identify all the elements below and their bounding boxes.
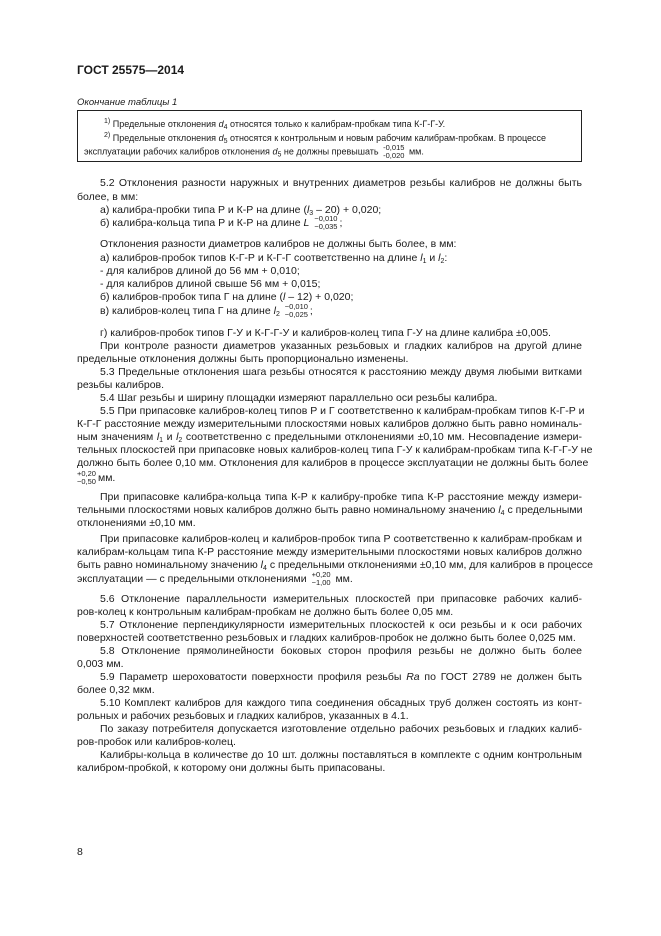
p55-m3: отклонениями ±0,10 мм.	[77, 517, 196, 529]
p55-line6: +0,20 −0,50 мм.	[77, 469, 116, 486]
p56-line1: 5.6 Отклонение параллельности измерительных плоскостей при припасовке рабочих калиб-	[100, 593, 582, 605]
p55-n2: калибрам-кольцам типа К-Р расстояние между измерительными плоскостями новых калибров должно	[77, 546, 582, 558]
tolerance-fraction: +0,20 −1,00	[311, 570, 331, 587]
p52-r2: предельные отклонения должны быть пропорционально изменены.	[77, 353, 409, 365]
p55-line1: 5.5 При припасовке калибров-колец типов Р и Г соответственно к калибрам-пробкам типов К-Г-Р и	[100, 405, 585, 417]
footnote-1: $^{1)}$ Предельные отклонения $d_4$ относятся только к калибрам-пробкам типа К-Г-Г-У.	[104, 118, 446, 131]
p52-q7: г) калибров-пробок типов Г-У и К-Г-Г-У и калибров-колец типа Г-У на длине калибра ±0,005.	[100, 327, 551, 339]
p510-line2: рольных и рабочих резьбовых и гладких калибров, указанных в 4.1.	[77, 710, 409, 722]
p510-line3: По заказу потребителя допускается изготовление отдельно рабочих резьбовых и гладких калиб-	[100, 723, 582, 735]
p55-n4: эксплуатации — с предельными отклонениями +0,20 −1,00 мм.	[77, 570, 353, 587]
tolerance-fraction: +0,20 −0,50	[77, 469, 96, 486]
p58-line2: 0,003 мм.	[77, 658, 124, 670]
p52-q2: а) калибров-пробок типов К-Г-Р и К-Г-Г соответственно на длине $l_1$ и $l_2$:	[100, 252, 448, 265]
p55-line3: ным значениям $l_1$ и $l_2$ соответственно с предельными отклонениями ±0,10 мм. Несовпадение измери-	[77, 431, 582, 444]
p510-line5: Калибры-кольца в количестве до 10 шт. должны поставляться в комплекте с одним контрольным	[100, 749, 582, 761]
p52-q4: - для калибров длиной свыше 56 мм + 0,015;	[100, 278, 321, 290]
p510-line4: ров-пробок или калибров-колец.	[77, 736, 236, 748]
p52-line2: более, в мм:	[77, 191, 139, 203]
p52-q5: б) калибров-пробок типа Г на длине (l – 12) + 0,020;	[100, 291, 354, 303]
p55-n3: быть равно номинальному значению $l_4$ с предельными отклонениями ±0,10 мм, для калибров в процессе	[77, 559, 593, 572]
p55-m2: тельными плоскостями новых калибров должно быть равно номинальному значению $l_4$ с предельными	[77, 504, 583, 517]
footnote-2-continuation: эксплуатации рабочих калибров отклонения $d_5$ не должны превышать -0,015 -0,020 мм.	[84, 143, 424, 160]
p59-line1: 5.9 Параметр шероховатости поверхности профиля резьбы Ra по ГОСТ 2789 не должен быть	[100, 671, 582, 683]
p510-line1: 5.10 Комплект калибров для каждого типа соединения обсадных труб должен состоять из конт-	[100, 697, 582, 709]
document-title: ГОСТ 25575—2014	[77, 63, 185, 77]
page-number: 8	[77, 846, 83, 858]
p54-line1: 5.4 Шаг резьбы и ширину площадки измеряют параллельно оси резьбы калибра.	[100, 392, 498, 404]
p55-line4: тельных плоскостей при припасовке новых калибров-колец типа Г-У к калибрам-пробкам типа К-Г-Г-У не	[77, 444, 593, 456]
p57-line2: поверхностей соответственно резьбовых и гладких калибров-пробок не должно быть более 0,025 мм.	[77, 632, 576, 644]
p52-item-b: б) калибра-кольца типа Р и К-Р на длине L −0,010 −0,035 ;	[100, 214, 343, 231]
tolerance-fraction: −0,010 −0,025	[284, 302, 308, 319]
p56-line2: ров-колец к контрольным калибрам-пробкам не должно быть более 0,05 мм.	[77, 606, 454, 618]
footnote-2: $^{2)}$ Предельные отклонения $d_5$ относятся к контрольным и новым рабочим калибрам-пробкам. В процессе	[104, 132, 547, 145]
p52-q6: в) калибров-колец типа Г на длине $l_2$ −0,010 −0,025 ;	[100, 302, 313, 319]
p55-m1: При припасовке калибра-кольца типа К-Р к калибру-пробке типа К-Р расстояние между измери-	[100, 491, 582, 503]
p52-item-a: а) калибра-пробки типа Р и К-Р на длине $(l_3 - 20) + 0,020$;	[100, 204, 382, 217]
p510-line6: калибром-пробкой, к которому они должны быть припасованы.	[77, 762, 386, 774]
p55-n1: При припасовке калибров-колец и калибров-пробок типа Р соответственно к калибрам-пробкам и	[100, 533, 582, 545]
table-footnotes-box	[77, 110, 582, 162]
p52-q1: Отклонения разности диаметров калибров не должны быть более, в мм:	[100, 238, 457, 250]
p52-r1: При контроле разности диаметров указанных резьбовых и гладких калибров на другой длине	[100, 340, 582, 352]
p53-line2: резьбы калибров.	[77, 379, 165, 391]
p55-line2: К-Г-Г расстояние между измерительными плоскостями новых калибров должно быть равно номиналь-	[77, 418, 582, 430]
p58-line1: 5.8 Отклонение прямолинейности боковых сторон профиля резьбы не должно быть более	[100, 645, 582, 657]
p53-line1: 5.3 Предельные отклонения шага резьбы относятся к расстоянию между двумя любыми витками	[100, 366, 582, 378]
p57-line1: 5.7 Отклонение перпендикулярности измерительных плоскостей к оси резьбы и к оси рабочих	[100, 619, 582, 631]
p52-q3: - для калибров длиной до 56 мм + 0,010;	[100, 265, 300, 277]
p52-line1: 5.2 Отклонения разности наружных и внутренних диаметров резьбы калибров не должны быть	[100, 177, 582, 189]
p59-line2: более 0,32 мкм.	[77, 684, 155, 696]
table-continuation-caption: Окончание таблицы 1	[77, 97, 178, 108]
tolerance-fraction: -0,015 -0,020	[383, 143, 405, 160]
p55-line5: должно быть более 0,10 мм. Отклонения для калибров в процессе эксплуатации не должны быть более	[77, 457, 589, 469]
tolerance-fraction: −0,010 −0,035	[314, 214, 338, 231]
